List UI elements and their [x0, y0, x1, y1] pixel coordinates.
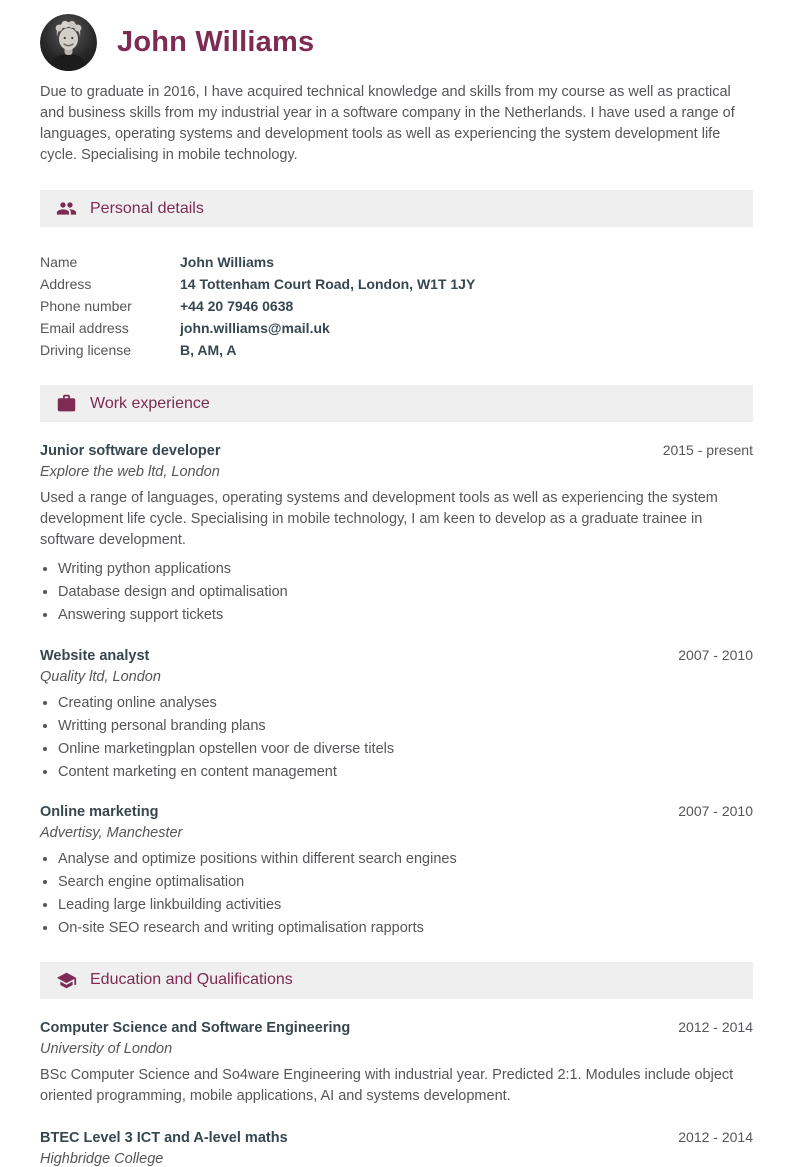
job-title: Online marketing	[40, 804, 159, 820]
bullet-item: • Answering support tickets	[58, 606, 753, 625]
bullet-item: • Leading large linkbuilding activities	[58, 896, 753, 915]
section-title-personal-details: Personal details	[90, 199, 204, 217]
work-entry	[40, 442, 753, 625]
bullet-item: • Content marketing en content management	[58, 763, 753, 782]
job-period: 2007 - 2010	[678, 803, 753, 819]
bullet-item: • Creating online analyses	[58, 694, 753, 713]
education-entry	[40, 1019, 753, 1107]
detail-value: John Williams	[180, 254, 275, 270]
job-bullet-list	[40, 694, 753, 782]
degree-period: 2012 - 2014	[678, 1018, 753, 1035]
header	[40, 14, 753, 71]
people-icon	[56, 198, 77, 219]
school-name: Highbridge College	[40, 1150, 164, 1167]
job-title: Website analyst	[40, 647, 150, 664]
job-company: Quality ltd, London	[40, 668, 161, 685]
job-company: Explore the web ltd, London	[40, 464, 220, 480]
job-bullet-list	[40, 560, 753, 625]
work-entries	[40, 442, 753, 938]
work-entry	[40, 803, 753, 938]
detail-value: +44 20 7946 0638	[180, 298, 294, 314]
bullet-item: • Search engine optimalisation	[58, 873, 753, 892]
work-entry	[40, 647, 753, 782]
detail-value: B, AM, A	[180, 342, 237, 358]
avatar	[40, 14, 97, 71]
entry-head	[40, 1019, 753, 1036]
detail-row-driving-license	[40, 339, 753, 361]
section-header-education	[40, 962, 753, 999]
education-entries	[40, 1019, 753, 1167]
detail-row-phone	[40, 295, 753, 317]
detail-value: 14 Tottenham Court Road, London, W1T 1JY	[180, 276, 476, 292]
graduation-cap-icon	[56, 970, 77, 991]
detail-value: john.williams@mail.uk	[180, 320, 330, 336]
bullet-item: • Writing python applications	[58, 560, 753, 579]
entry-head	[40, 1129, 753, 1146]
section-title-education: Education and Qualifications	[90, 971, 293, 988]
bullet-item: • Analyse and optimize positions within different search engines	[58, 850, 753, 869]
candidate-name: John Williams	[117, 26, 315, 58]
section-header-work-experience	[40, 385, 753, 422]
detail-label: Phone number	[40, 298, 132, 314]
degree-title: Computer Science and Software Engineering	[40, 1019, 351, 1036]
education-entry	[40, 1129, 753, 1167]
job-description: Used a range of languages, operating systems and development tools as well as experiencing the system development life cycle. Specialising in mobile technology, I am keen to develop as a graduate trainee in software development.	[40, 490, 718, 548]
bullet-item: • Online marketingplan opstellen voor de diverse titels	[58, 740, 753, 759]
bullet-item: • On-site SEO research and writing optimalisation rapports	[58, 919, 753, 938]
degree-period: 2012 - 2014	[678, 1128, 753, 1145]
detail-label: Address	[40, 276, 92, 292]
degree-title: BTEC Level 3 ICT and A-level maths	[40, 1129, 288, 1146]
job-company: Advertisy, Manchester	[40, 825, 183, 841]
bullet-item: • Database design and optimalisation	[58, 583, 753, 602]
school-name: University of London	[40, 1040, 173, 1057]
portrait-photo-graphic	[40, 14, 97, 71]
bullet-item: • Writting personal branding plans	[58, 717, 753, 736]
job-title: Junior software developer	[40, 443, 221, 459]
entry-head	[40, 803, 753, 820]
entry-head	[40, 442, 753, 459]
detail-label: Email address	[40, 320, 129, 336]
job-bullet-list	[40, 850, 753, 938]
briefcase-icon	[56, 393, 77, 414]
entry-head	[40, 647, 753, 664]
detail-row-email	[40, 317, 753, 339]
detail-label: Name	[40, 254, 78, 270]
detail-label: Driving license	[40, 342, 132, 358]
detail-row-name	[40, 251, 753, 273]
degree-description: BSc Computer Science and So4ware Engineering with industrial year. Predicted 2:1. Modules include object oriented programming, mobile applications, AI and systems development.	[40, 1066, 734, 1104]
job-period: 2015 - present	[662, 442, 753, 458]
detail-row-address	[40, 273, 753, 295]
profile-summary: Due to graduate in 2016, I have acquired technical knowledge and skills from my course as well as practical and business skills from my industrial year in a software company in the Netherlands. I have used a range of languages, operating systems and development tools as well as experiencing the system development life cycle. Specialising in mobile technology.	[40, 84, 735, 163]
section-header-personal-details	[40, 190, 753, 227]
section-title-work-experience: Work experience	[90, 394, 210, 412]
job-period: 2007 - 2010	[678, 646, 753, 663]
personal-details-table	[40, 251, 753, 361]
